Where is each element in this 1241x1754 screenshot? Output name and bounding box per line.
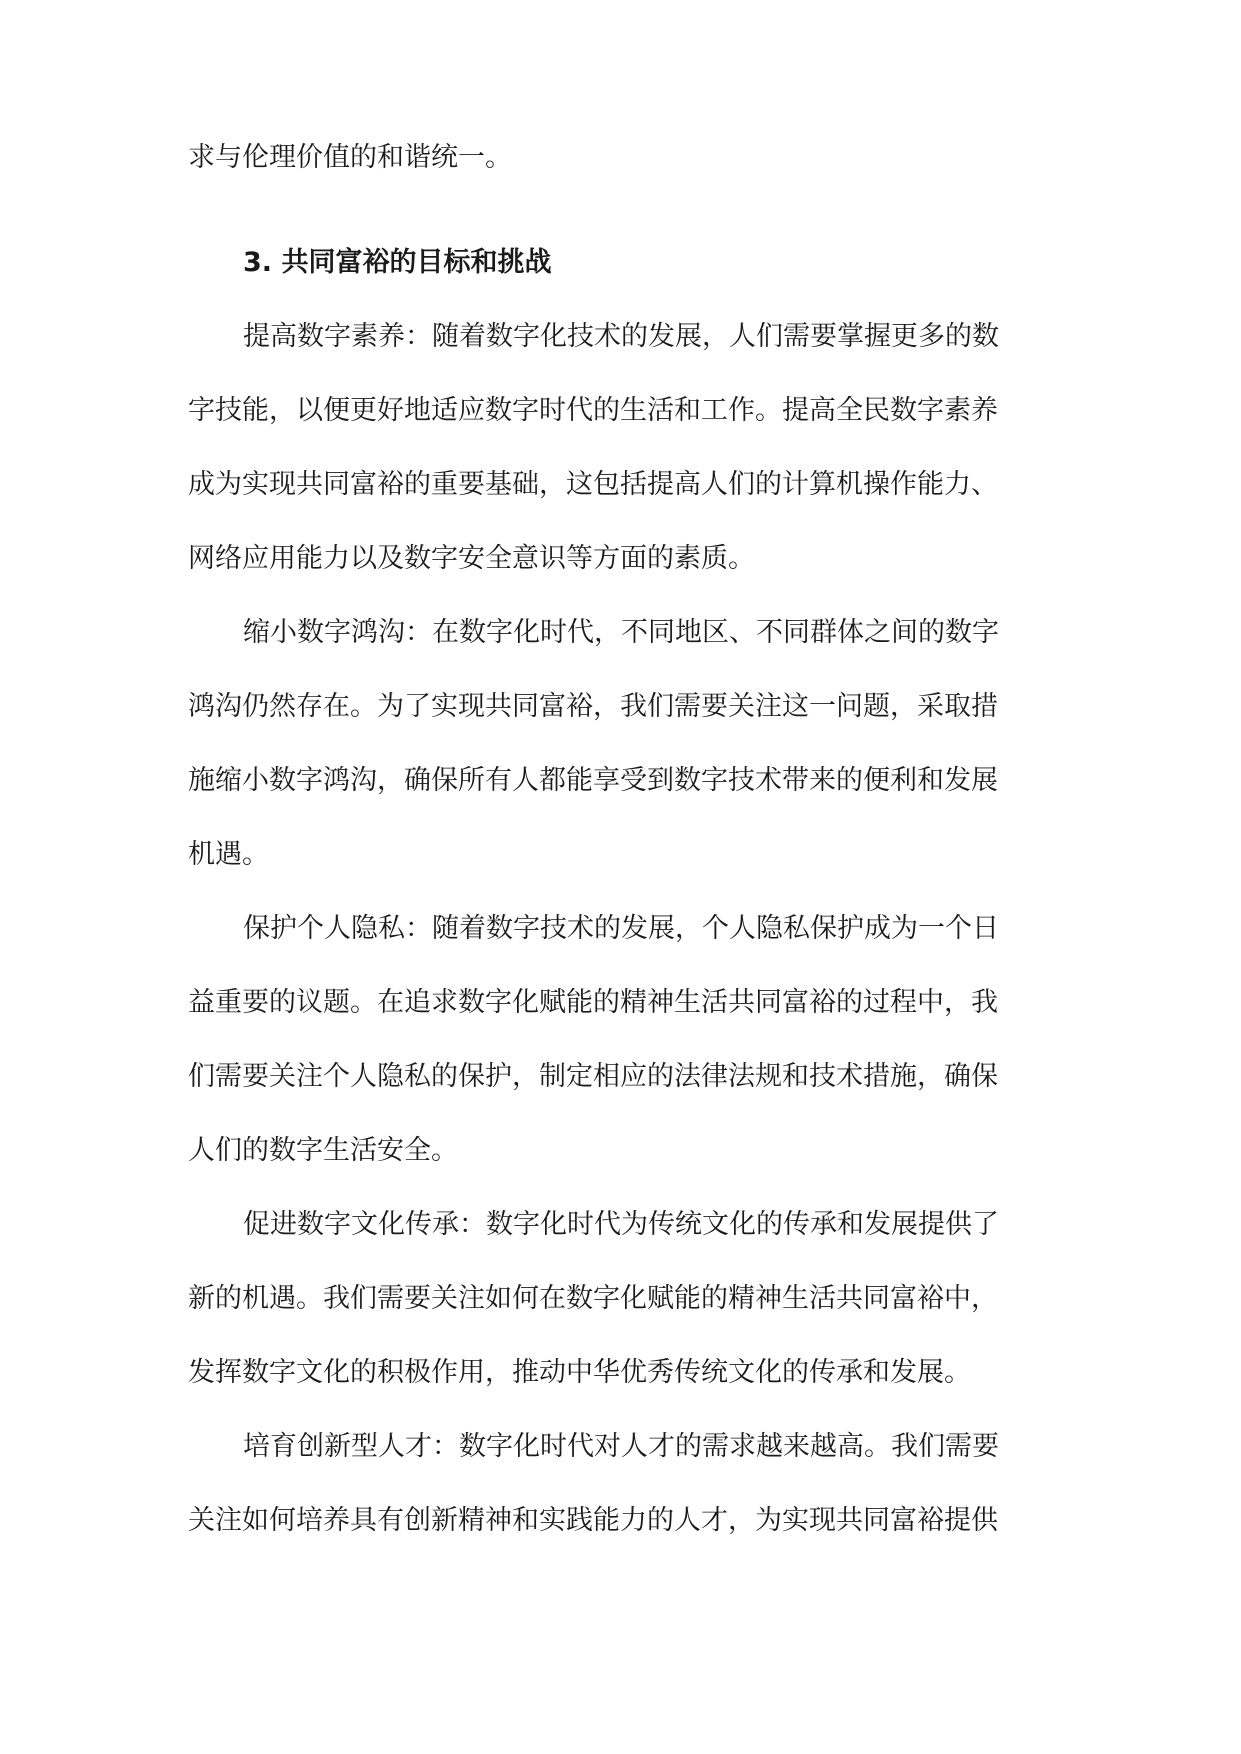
- paragraph-line: 网络应用能力以及数字安全意识等方面的素质。: [188, 543, 755, 574]
- paragraph-line: 保护个人隐私：随着数字技术的发展，个人隐私保护成为一个日: [243, 913, 999, 944]
- paragraph-line: 缩小数字鸿沟：在数字化时代，不同地区、不同群体之间的数字: [243, 617, 999, 648]
- paragraph-line: 求与伦理价值的和谐统一。: [188, 142, 512, 173]
- paragraph-line: 字技能，以便更好地适应数字时代的生活和工作。提高全民数字素养: [188, 395, 998, 426]
- paragraph-line: 施缩小数字鸿沟，确保所有人都能享受到数字技术带来的便利和发展: [188, 765, 998, 796]
- paragraph-line: 们需要关注个人隐私的保护，制定相应的法律法规和技术措施，确保: [188, 1061, 998, 1092]
- paragraph-line: 人们的数字生活安全。: [188, 1135, 458, 1166]
- section-heading: 3. 共同富裕的目标和挑战: [243, 247, 552, 278]
- document-body: [188, 140, 1048, 1538]
- paragraph-line: 培育创新型人才：数字化时代对人才的需求越来越高。我们需要: [243, 1431, 999, 1462]
- paragraph-line: 新的机遇。我们需要关注如何在数字化赋能的精神生活共同富裕中，: [188, 1283, 998, 1314]
- paragraph-line: 鸿沟仍然存在。为了实现共同富裕，我们需要关注这一问题，采取措: [188, 691, 998, 722]
- paragraph-line: 成为实现共同富裕的重要基础，这包括提高人们的计算机操作能力、: [188, 469, 998, 500]
- paragraph-line: 提高数字素养：随着数字化技术的发展，人们需要掌握更多的数: [243, 321, 999, 352]
- paragraph-line: 促进数字文化传承：数字化时代为传统文化的传承和发展提供了: [243, 1209, 999, 1240]
- paragraph-line: 关注如何培养具有创新精神和实践能力的人才，为实现共同富裕提供: [188, 1505, 998, 1536]
- paragraph-line: 机遇。: [188, 839, 269, 870]
- paragraph-line: 益重要的议题。在追求数字化赋能的精神生活共同富裕的过程中，我: [188, 987, 998, 1018]
- paragraph-line: 发挥数字文化的积极作用，推动中华优秀传统文化的传承和发展。: [188, 1357, 971, 1388]
